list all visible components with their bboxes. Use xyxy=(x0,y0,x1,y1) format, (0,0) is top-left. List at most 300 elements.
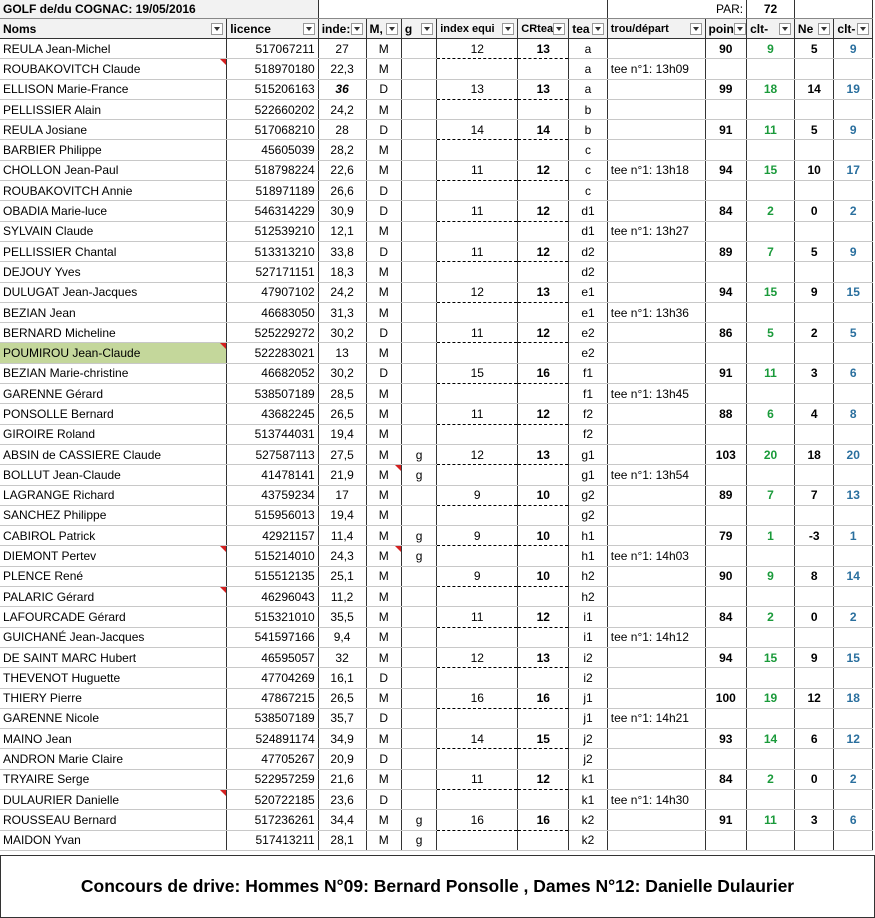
team-cell[interactable]: h1 xyxy=(569,546,608,566)
net-cell[interactable] xyxy=(794,221,834,241)
g-cell[interactable] xyxy=(401,160,436,180)
net-cell[interactable] xyxy=(794,384,834,404)
player-name[interactable]: BARBIER Philippe xyxy=(0,140,227,160)
g-cell[interactable] xyxy=(401,688,436,708)
net-cell[interactable] xyxy=(794,302,834,322)
departure-cell[interactable] xyxy=(607,668,705,688)
team-index-cell[interactable]: 14 xyxy=(437,729,518,749)
player-name[interactable]: SYLVAIN Claude xyxy=(0,221,227,241)
crtea-cell[interactable] xyxy=(518,140,569,160)
index-cell[interactable]: 33,8 xyxy=(318,241,366,261)
team-cell[interactable]: c xyxy=(569,181,608,201)
team-cell[interactable]: g2 xyxy=(569,485,608,505)
net-rank-cell[interactable] xyxy=(834,221,873,241)
points-cell[interactable]: 93 xyxy=(705,729,747,749)
net-rank-cell[interactable] xyxy=(834,789,873,809)
sex-cell[interactable]: M xyxy=(366,627,401,647)
departure-cell[interactable] xyxy=(607,769,705,789)
team-index-cell[interactable] xyxy=(437,424,518,444)
net-rank-cell[interactable] xyxy=(834,424,873,444)
team-cell[interactable]: f1 xyxy=(569,363,608,383)
index-cell[interactable]: 16,1 xyxy=(318,668,366,688)
crtea-cell[interactable] xyxy=(518,465,569,485)
filter-dropdown-icon[interactable] xyxy=(386,23,398,35)
team-index-cell[interactable] xyxy=(437,789,518,809)
departure-cell[interactable] xyxy=(607,262,705,282)
team-cell[interactable]: e1 xyxy=(569,282,608,302)
player-name[interactable]: ELLISON Marie-France xyxy=(0,79,227,99)
filter-dropdown-icon[interactable] xyxy=(351,23,363,35)
crtea-cell[interactable] xyxy=(518,99,569,119)
g-cell[interactable] xyxy=(401,627,436,647)
player-name[interactable]: MAIDON Yvan xyxy=(0,830,227,850)
index-cell[interactable]: 30,2 xyxy=(318,363,366,383)
licence-cell[interactable]: 520722185 xyxy=(227,789,319,809)
net-rank-cell[interactable] xyxy=(834,465,873,485)
team-index-cell[interactable]: 12 xyxy=(437,39,518,59)
net-cell[interactable]: 12 xyxy=(794,688,834,708)
departure-cell[interactable] xyxy=(607,566,705,586)
g-cell[interactable]: g xyxy=(401,444,436,464)
team-index-cell[interactable]: 13 xyxy=(437,79,518,99)
team-index-cell[interactable]: 12 xyxy=(437,282,518,302)
g-cell[interactable] xyxy=(401,39,436,59)
par-value[interactable]: 72 xyxy=(747,0,795,19)
crtea-cell[interactable]: 12 xyxy=(518,769,569,789)
licence-cell[interactable]: 527587113 xyxy=(227,444,319,464)
brut-rank-cell[interactable] xyxy=(747,424,795,444)
brut-rank-cell[interactable] xyxy=(747,830,795,850)
net-rank-cell[interactable] xyxy=(834,262,873,282)
sex-cell[interactable]: M xyxy=(366,140,401,160)
departure-cell[interactable] xyxy=(607,485,705,505)
net-cell[interactable] xyxy=(794,708,834,728)
g-cell[interactable] xyxy=(401,789,436,809)
crtea-cell[interactable]: 14 xyxy=(518,120,569,140)
departure-cell[interactable]: tee n°1: 13h36 xyxy=(607,302,705,322)
points-cell[interactable] xyxy=(705,181,747,201)
points-cell[interactable]: 84 xyxy=(705,201,747,221)
g-cell[interactable] xyxy=(401,424,436,444)
index-cell[interactable]: 35,5 xyxy=(318,607,366,627)
licence-cell[interactable]: 512539210 xyxy=(227,221,319,241)
team-cell[interactable]: j2 xyxy=(569,729,608,749)
brut-rank-cell[interactable] xyxy=(747,749,795,769)
team-index-cell[interactable]: 14 xyxy=(437,120,518,140)
licence-cell[interactable]: 43682245 xyxy=(227,404,319,424)
index-cell[interactable]: 27 xyxy=(318,39,366,59)
brut-rank-cell[interactable]: 2 xyxy=(747,607,795,627)
player-name[interactable]: REULA Josiane xyxy=(0,120,227,140)
player-name[interactable]: LAGRANGE Richard xyxy=(0,485,227,505)
departure-cell[interactable] xyxy=(607,526,705,546)
brut-rank-cell[interactable]: 15 xyxy=(747,282,795,302)
player-name[interactable]: PLENCE René xyxy=(0,566,227,586)
points-cell[interactable] xyxy=(705,587,747,607)
net-rank-cell[interactable]: 13 xyxy=(834,485,873,505)
net-cell[interactable] xyxy=(794,505,834,525)
g-cell[interactable] xyxy=(401,729,436,749)
licence-cell[interactable]: 47704269 xyxy=(227,668,319,688)
brut-rank-cell[interactable]: 11 xyxy=(747,810,795,830)
sex-cell[interactable]: M xyxy=(366,688,401,708)
team-cell[interactable]: h2 xyxy=(569,587,608,607)
g-cell[interactable] xyxy=(401,749,436,769)
crtea-cell[interactable] xyxy=(518,830,569,850)
licence-cell[interactable]: 525229272 xyxy=(227,323,319,343)
net-rank-cell[interactable]: 9 xyxy=(834,120,873,140)
points-cell[interactable]: 99 xyxy=(705,79,747,99)
column-header-clt-net[interactable] xyxy=(834,19,873,39)
net-cell[interactable]: 5 xyxy=(794,120,834,140)
team-cell[interactable]: i1 xyxy=(569,607,608,627)
team-cell[interactable]: h2 xyxy=(569,566,608,586)
licence-cell[interactable]: 546314229 xyxy=(227,201,319,221)
index-cell[interactable]: 34,4 xyxy=(318,810,366,830)
sex-cell[interactable]: D xyxy=(366,181,401,201)
licence-cell[interactable]: 46296043 xyxy=(227,587,319,607)
g-cell[interactable] xyxy=(401,647,436,667)
net-rank-cell[interactable]: 19 xyxy=(834,79,873,99)
team-cell[interactable]: j1 xyxy=(569,688,608,708)
player-name[interactable]: PONSOLLE Bernard xyxy=(0,404,227,424)
licence-cell[interactable]: 517236261 xyxy=(227,810,319,830)
points-cell[interactable] xyxy=(705,424,747,444)
brut-rank-cell[interactable] xyxy=(747,627,795,647)
net-cell[interactable]: 2 xyxy=(794,323,834,343)
g-cell[interactable]: g xyxy=(401,830,436,850)
sex-cell[interactable]: D xyxy=(366,241,401,261)
brut-rank-cell[interactable]: 15 xyxy=(747,160,795,180)
net-cell[interactable]: 9 xyxy=(794,647,834,667)
licence-cell[interactable]: 518971189 xyxy=(227,181,319,201)
points-cell[interactable]: 79 xyxy=(705,526,747,546)
competition-title[interactable]: GOLF de/du COGNAC: 19/05/2016 xyxy=(0,0,318,19)
team-index-cell[interactable] xyxy=(437,262,518,282)
team-cell[interactable]: a xyxy=(569,39,608,59)
team-index-cell[interactable]: 15 xyxy=(437,363,518,383)
player-name[interactable]: CHOLLON Jean-Paul xyxy=(0,160,227,180)
net-cell[interactable] xyxy=(794,546,834,566)
crtea-cell[interactable]: 13 xyxy=(518,444,569,464)
team-index-cell[interactable]: 11 xyxy=(437,201,518,221)
sex-cell[interactable]: M xyxy=(366,160,401,180)
crtea-cell[interactable] xyxy=(518,668,569,688)
points-cell[interactable] xyxy=(705,749,747,769)
player-name[interactable]: POUMIROU Jean-Claude xyxy=(0,343,227,363)
sex-cell[interactable]: M xyxy=(366,830,401,850)
index-cell[interactable]: 30,9 xyxy=(318,201,366,221)
points-cell[interactable] xyxy=(705,546,747,566)
index-cell[interactable]: 26,6 xyxy=(318,181,366,201)
net-cell[interactable] xyxy=(794,465,834,485)
departure-cell[interactable] xyxy=(607,444,705,464)
departure-cell[interactable] xyxy=(607,79,705,99)
brut-rank-cell[interactable] xyxy=(747,343,795,363)
column-header-team[interactable] xyxy=(569,19,608,39)
licence-cell[interactable]: 45605039 xyxy=(227,140,319,160)
net-cell[interactable] xyxy=(794,830,834,850)
sex-cell[interactable]: D xyxy=(366,708,401,728)
sex-cell[interactable]: M xyxy=(366,729,401,749)
index-cell[interactable]: 24,2 xyxy=(318,282,366,302)
player-name[interactable]: BEZIAN Jean xyxy=(0,302,227,322)
crtea-cell[interactable] xyxy=(518,181,569,201)
departure-cell[interactable] xyxy=(607,140,705,160)
player-name[interactable]: REULA Jean-Michel xyxy=(0,39,227,59)
sex-cell[interactable]: D xyxy=(366,749,401,769)
index-cell[interactable]: 11,2 xyxy=(318,587,366,607)
filter-dropdown-icon[interactable] xyxy=(303,23,315,35)
team-index-cell[interactable] xyxy=(437,59,518,79)
brut-rank-cell[interactable] xyxy=(747,668,795,688)
index-cell[interactable]: 30,2 xyxy=(318,323,366,343)
crtea-cell[interactable]: 12 xyxy=(518,201,569,221)
licence-cell[interactable]: 524891174 xyxy=(227,729,319,749)
index-cell[interactable]: 28,1 xyxy=(318,830,366,850)
licence-cell[interactable]: 47705267 xyxy=(227,749,319,769)
team-index-cell[interactable]: 11 xyxy=(437,160,518,180)
player-name[interactable]: DIEMONT Pertev xyxy=(0,546,227,566)
points-cell[interactable]: 88 xyxy=(705,404,747,424)
departure-cell[interactable] xyxy=(607,729,705,749)
crtea-cell[interactable]: 13 xyxy=(518,647,569,667)
net-rank-cell[interactable]: 14 xyxy=(834,566,873,586)
brut-rank-cell[interactable]: 2 xyxy=(747,201,795,221)
crtea-cell[interactable]: 12 xyxy=(518,160,569,180)
index-cell[interactable]: 9,4 xyxy=(318,627,366,647)
g-cell[interactable] xyxy=(401,566,436,586)
team-index-cell[interactable] xyxy=(437,627,518,647)
net-rank-cell[interactable]: 15 xyxy=(834,282,873,302)
sex-cell[interactable]: M xyxy=(366,39,401,59)
departure-cell[interactable]: tee n°1: 13h45 xyxy=(607,384,705,404)
team-index-cell[interactable]: 9 xyxy=(437,566,518,586)
licence-cell[interactable]: 518798224 xyxy=(227,160,319,180)
net-rank-cell[interactable]: 6 xyxy=(834,810,873,830)
player-name[interactable]: TRYAIRE Serge xyxy=(0,769,227,789)
team-index-cell[interactable]: 12 xyxy=(437,647,518,667)
points-cell[interactable]: 90 xyxy=(705,566,747,586)
departure-cell[interactable] xyxy=(607,201,705,221)
net-cell[interactable]: 5 xyxy=(794,39,834,59)
brut-rank-cell[interactable]: 7 xyxy=(747,485,795,505)
net-cell[interactable] xyxy=(794,627,834,647)
column-header-net[interactable] xyxy=(794,19,834,39)
team-cell[interactable]: g2 xyxy=(569,505,608,525)
points-cell[interactable] xyxy=(705,789,747,809)
crtea-cell[interactable] xyxy=(518,59,569,79)
index-cell[interactable]: 28,2 xyxy=(318,140,366,160)
points-cell[interactable] xyxy=(705,302,747,322)
crtea-cell[interactable]: 12 xyxy=(518,404,569,424)
points-cell[interactable] xyxy=(705,221,747,241)
team-index-cell[interactable] xyxy=(437,668,518,688)
player-name[interactable]: DULAURIER Danielle xyxy=(0,789,227,809)
departure-cell[interactable] xyxy=(607,282,705,302)
player-name[interactable]: BEZIAN Marie-christine xyxy=(0,363,227,383)
sex-cell[interactable]: M xyxy=(366,343,401,363)
crtea-cell[interactable]: 12 xyxy=(518,323,569,343)
team-cell[interactable]: e2 xyxy=(569,323,608,343)
team-index-cell[interactable] xyxy=(437,830,518,850)
index-cell[interactable]: 28 xyxy=(318,120,366,140)
brut-rank-cell[interactable] xyxy=(747,587,795,607)
net-cell[interactable]: 14 xyxy=(794,79,834,99)
sex-cell[interactable]: M xyxy=(366,384,401,404)
licence-cell[interactable]: 541597166 xyxy=(227,627,319,647)
sex-cell[interactable]: D xyxy=(366,323,401,343)
net-cell[interactable]: 10 xyxy=(794,160,834,180)
sex-cell[interactable]: M xyxy=(366,59,401,79)
licence-cell[interactable]: 513313210 xyxy=(227,241,319,261)
team-cell[interactable]: k1 xyxy=(569,769,608,789)
licence-cell[interactable]: 43759234 xyxy=(227,485,319,505)
index-cell[interactable]: 36 xyxy=(318,79,366,99)
index-cell[interactable]: 11,4 xyxy=(318,526,366,546)
net-cell[interactable]: 0 xyxy=(794,769,834,789)
index-cell[interactable]: 26,5 xyxy=(318,404,366,424)
player-name[interactable]: ROUBAKOVITCH Annie xyxy=(0,181,227,201)
crtea-cell[interactable] xyxy=(518,627,569,647)
sex-cell[interactable]: M xyxy=(366,444,401,464)
licence-cell[interactable]: 515956013 xyxy=(227,505,319,525)
g-cell[interactable] xyxy=(401,769,436,789)
departure-cell[interactable] xyxy=(607,181,705,201)
brut-rank-cell[interactable]: 2 xyxy=(747,769,795,789)
team-cell[interactable]: f2 xyxy=(569,424,608,444)
g-cell[interactable]: g xyxy=(401,526,436,546)
licence-cell[interactable]: 46595057 xyxy=(227,647,319,667)
brut-rank-cell[interactable] xyxy=(747,140,795,160)
player-name[interactable]: GARENNE Nicole xyxy=(0,708,227,728)
net-cell[interactable] xyxy=(794,749,834,769)
points-cell[interactable] xyxy=(705,59,747,79)
index-cell[interactable]: 35,7 xyxy=(318,708,366,728)
sex-cell[interactable]: D xyxy=(366,79,401,99)
net-rank-cell[interactable]: 1 xyxy=(834,526,873,546)
net-cell[interactable]: 6 xyxy=(794,729,834,749)
sex-cell[interactable]: D xyxy=(366,668,401,688)
points-cell[interactable]: 103 xyxy=(705,444,747,464)
points-cell[interactable]: 84 xyxy=(705,769,747,789)
player-name[interactable]: BOLLUT Jean-Claude xyxy=(0,465,227,485)
brut-rank-cell[interactable] xyxy=(747,505,795,525)
points-cell[interactable] xyxy=(705,99,747,119)
crtea-cell[interactable]: 12 xyxy=(518,607,569,627)
index-cell[interactable]: 19,4 xyxy=(318,424,366,444)
points-cell[interactable] xyxy=(705,384,747,404)
team-cell[interactable]: d2 xyxy=(569,262,608,282)
net-cell[interactable]: 3 xyxy=(794,810,834,830)
sex-cell[interactable]: D xyxy=(366,363,401,383)
index-cell[interactable]: 20,9 xyxy=(318,749,366,769)
net-cell[interactable] xyxy=(794,99,834,119)
crtea-cell[interactable]: 13 xyxy=(518,79,569,99)
player-name[interactable]: ABSIN de CASSIERE Claude xyxy=(0,444,227,464)
g-cell[interactable] xyxy=(401,59,436,79)
net-rank-cell[interactable]: 17 xyxy=(834,160,873,180)
licence-cell[interactable]: 522957259 xyxy=(227,769,319,789)
index-cell[interactable]: 32 xyxy=(318,647,366,667)
net-rank-cell[interactable] xyxy=(834,749,873,769)
net-cell[interactable]: 4 xyxy=(794,404,834,424)
team-index-cell[interactable]: 16 xyxy=(437,810,518,830)
player-name[interactable]: GARENNE Gérard xyxy=(0,384,227,404)
team-cell[interactable]: d2 xyxy=(569,241,608,261)
licence-cell[interactable]: 515214010 xyxy=(227,546,319,566)
player-name[interactable]: LAFOURCADE Gérard xyxy=(0,607,227,627)
player-name[interactable]: THEVENOT Huguette xyxy=(0,668,227,688)
departure-cell[interactable] xyxy=(607,830,705,850)
net-cell[interactable] xyxy=(794,59,834,79)
departure-cell[interactable] xyxy=(607,607,705,627)
sex-cell[interactable]: D xyxy=(366,789,401,809)
net-rank-cell[interactable]: 15 xyxy=(834,647,873,667)
brut-rank-cell[interactable] xyxy=(747,59,795,79)
net-rank-cell[interactable]: 2 xyxy=(834,769,873,789)
departure-cell[interactable] xyxy=(607,323,705,343)
team-cell[interactable]: c xyxy=(569,140,608,160)
team-index-cell[interactable] xyxy=(437,708,518,728)
net-cell[interactable]: 3 xyxy=(794,363,834,383)
sex-cell[interactable]: M xyxy=(366,282,401,302)
g-cell[interactable] xyxy=(401,262,436,282)
index-cell[interactable]: 24,3 xyxy=(318,546,366,566)
points-cell[interactable] xyxy=(705,627,747,647)
player-name[interactable]: SANCHEZ Philippe xyxy=(0,505,227,525)
player-name[interactable]: BERNARD Micheline xyxy=(0,323,227,343)
net-rank-cell[interactable]: 18 xyxy=(834,688,873,708)
licence-cell[interactable]: 46683050 xyxy=(227,302,319,322)
sex-cell[interactable]: M xyxy=(366,810,401,830)
team-cell[interactable]: a xyxy=(569,59,608,79)
sex-cell[interactable]: M xyxy=(366,566,401,586)
points-cell[interactable]: 94 xyxy=(705,282,747,302)
net-cell[interactable] xyxy=(794,789,834,809)
net-cell[interactable]: 0 xyxy=(794,607,834,627)
crtea-cell[interactable]: 15 xyxy=(518,729,569,749)
brut-rank-cell[interactable]: 6 xyxy=(747,404,795,424)
departure-cell[interactable]: tee n°1: 14h12 xyxy=(607,627,705,647)
index-cell[interactable]: 22,3 xyxy=(318,59,366,79)
points-cell[interactable]: 91 xyxy=(705,120,747,140)
filter-dropdown-icon[interactable] xyxy=(734,23,746,35)
net-rank-cell[interactable] xyxy=(834,546,873,566)
brut-rank-cell[interactable] xyxy=(747,708,795,728)
index-cell[interactable]: 21,6 xyxy=(318,769,366,789)
net-cell[interactable]: 5 xyxy=(794,241,834,261)
net-rank-cell[interactable] xyxy=(834,302,873,322)
filter-dropdown-icon[interactable] xyxy=(211,23,223,35)
net-rank-cell[interactable]: 9 xyxy=(834,241,873,261)
g-cell[interactable] xyxy=(401,485,436,505)
crtea-cell[interactable]: 13 xyxy=(518,39,569,59)
g-cell[interactable] xyxy=(401,384,436,404)
net-cell[interactable] xyxy=(794,140,834,160)
filter-dropdown-icon[interactable] xyxy=(421,23,433,35)
departure-cell[interactable]: tee n°1: 14h30 xyxy=(607,789,705,809)
column-header-index[interactable] xyxy=(318,19,366,39)
team-cell[interactable]: b xyxy=(569,120,608,140)
sex-cell[interactable]: M xyxy=(366,546,401,566)
g-cell[interactable] xyxy=(401,668,436,688)
column-header-trou-depart[interactable] xyxy=(607,19,705,39)
crtea-cell[interactable] xyxy=(518,262,569,282)
net-cell[interactable] xyxy=(794,343,834,363)
points-cell[interactable]: 100 xyxy=(705,688,747,708)
departure-cell[interactable] xyxy=(607,505,705,525)
